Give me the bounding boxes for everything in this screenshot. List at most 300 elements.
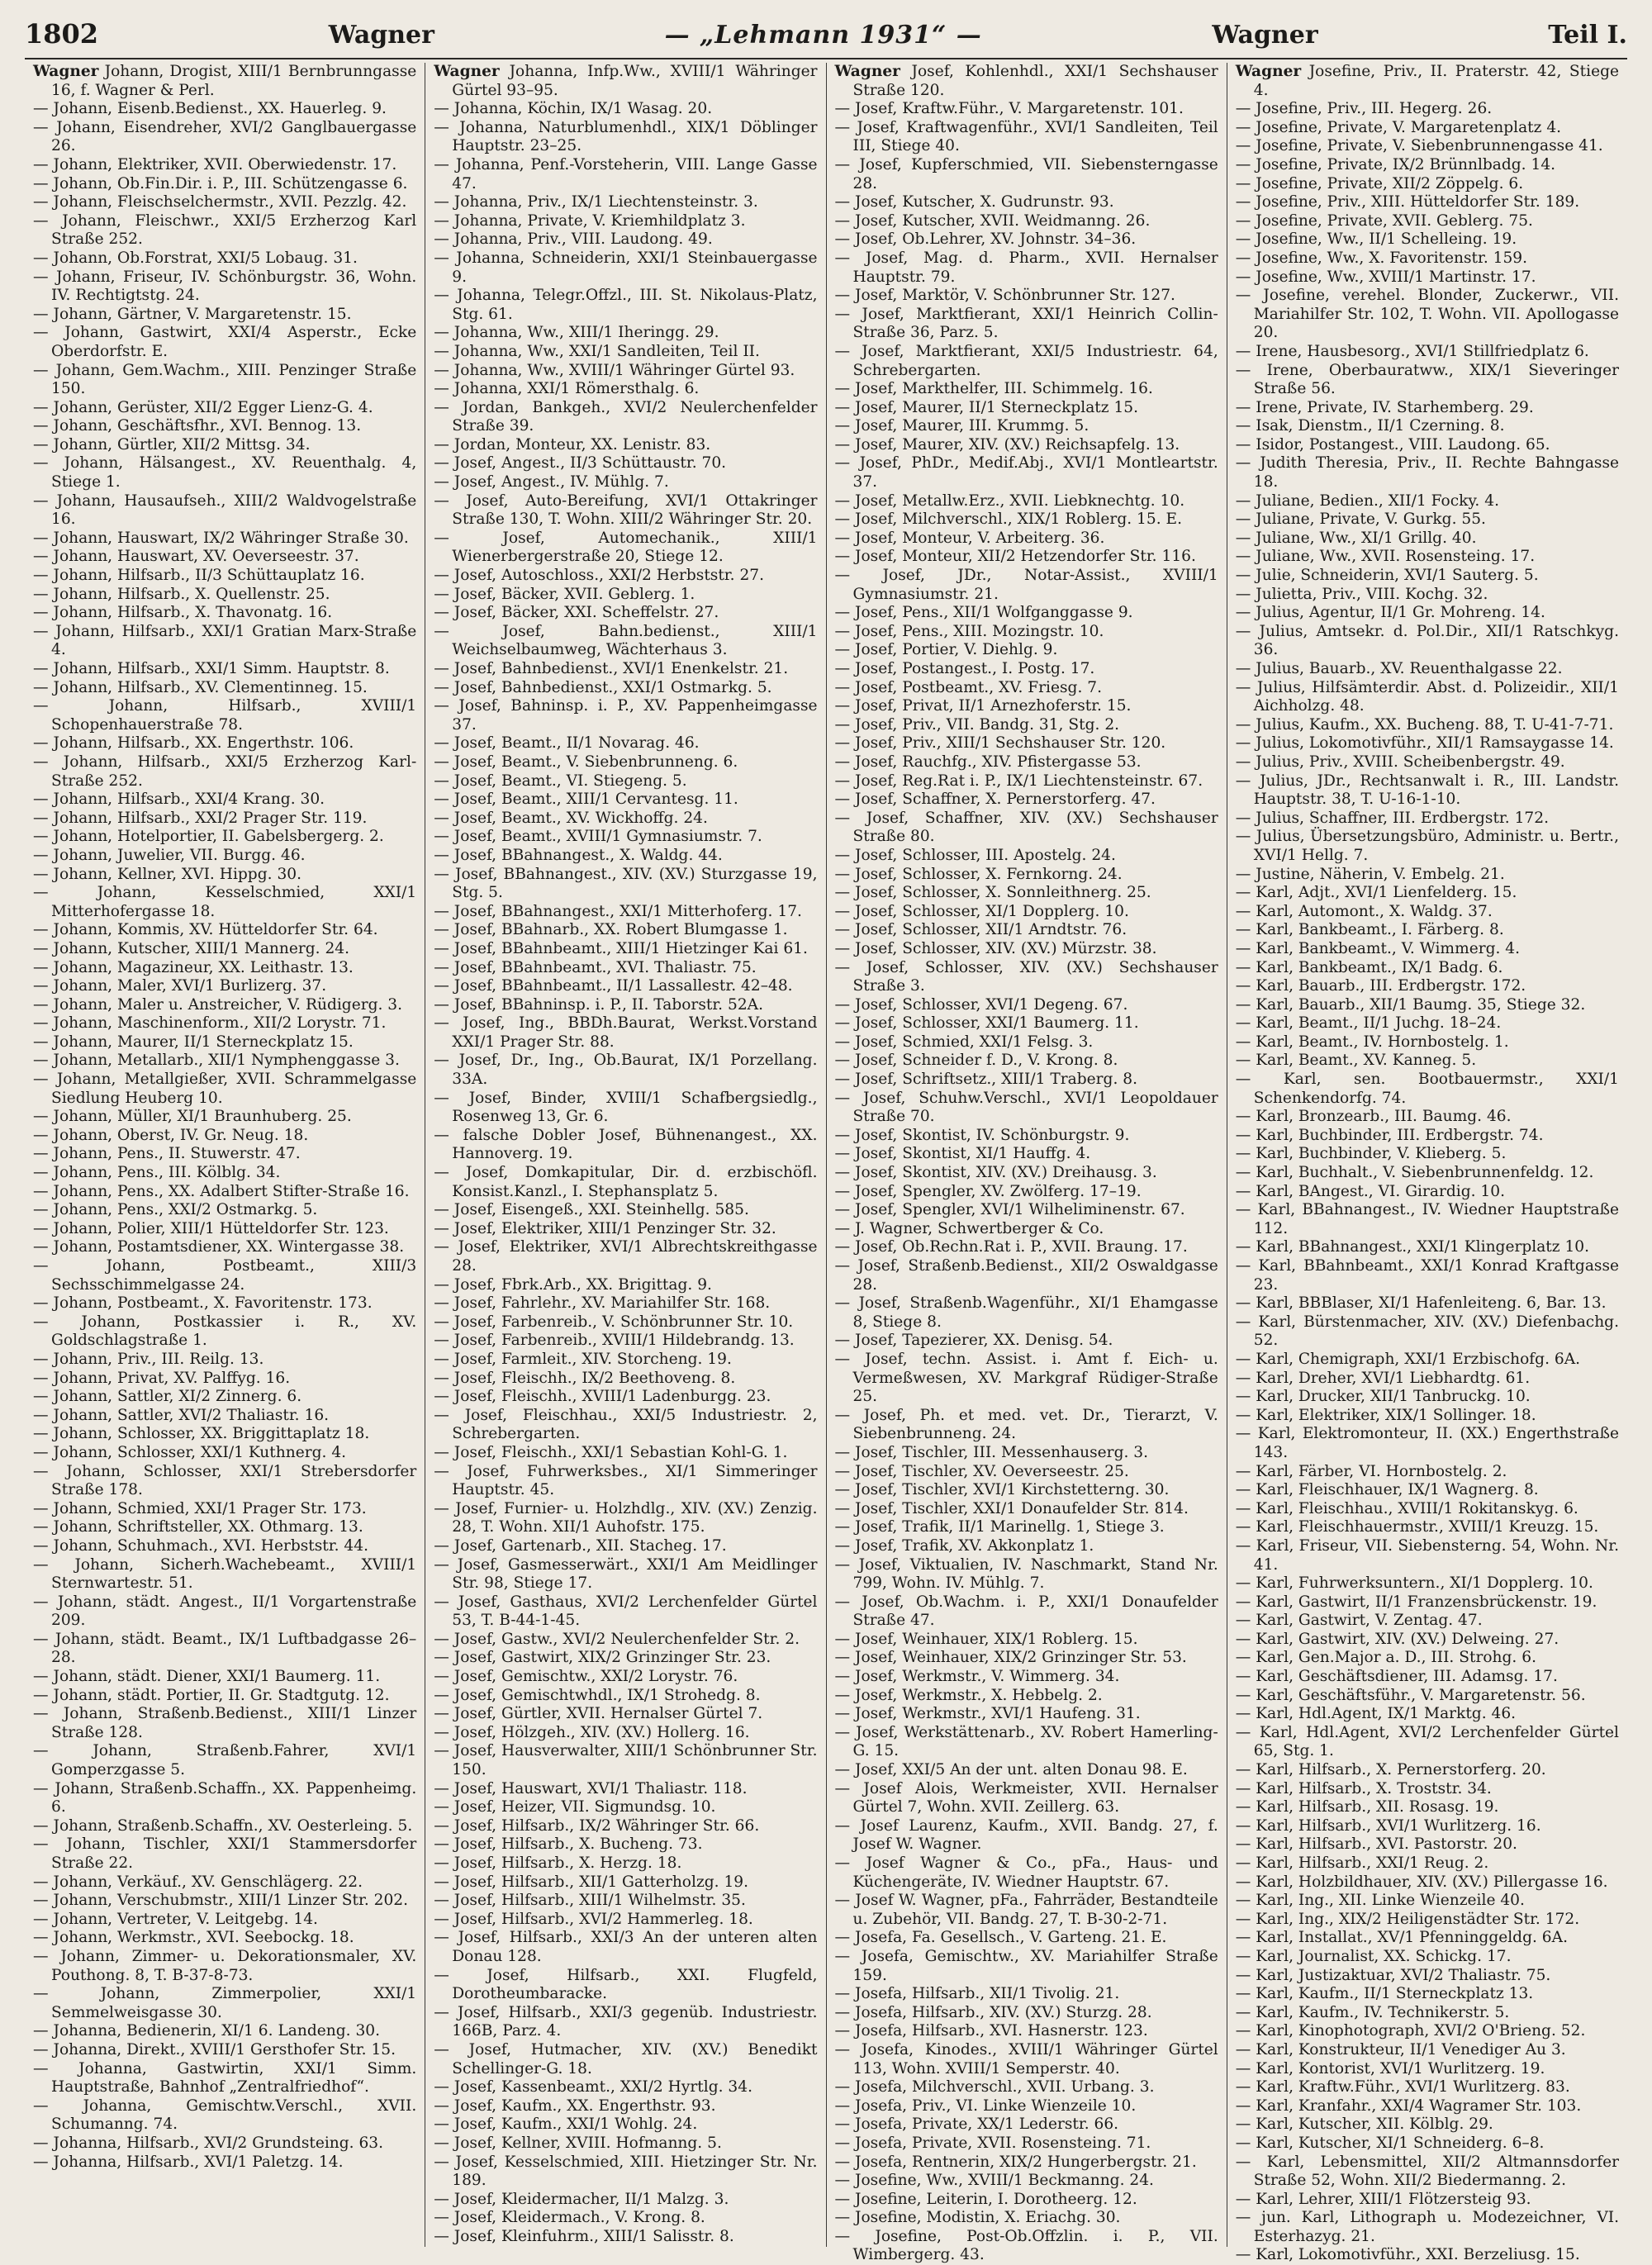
directory-entry: — Josef, Marktör, V. Schönbrunner Str. 127. [834,287,1175,305]
directory-entry: — Josefa, Private, XX/1 Lederstr. 66. [834,2115,1119,2134]
directory-entry: — Julius, Übersetzungsbüro, Administr. u. Bertr., XVI/1 Hellg. 7. [1235,828,1619,864]
directory-entry: — Johann, städt. Beamt., IX/1 Luftbadgasse 26–28. [33,1630,417,1667]
directory-entry: — Johann, Kesselschmied, XXI/1 Mitterhofergasse 18. [33,884,417,920]
directory-entry: — Josef, Bahninsp. i. P., XV. Pappenheimgasse 37. [434,697,818,734]
directory-entry: — Josef, Schmied, XXI/1 Felsg. 3. [834,1033,1094,1051]
directory-entry: — Josefine, Leiterin, I. Dorotheerg. 12. [834,2190,1137,2208]
directory-entry: — Johann, Priv., III. Reilg. 13. [33,1350,264,1368]
directory-entry: — Josef, Priv., XIII/1 Sechshauser Str. 120. [834,734,1166,753]
directory-entry: — Josefine, Priv., XIII. Hütteldorfer Str. 189. [1235,193,1580,211]
directory-entry: — Johanna, Ww., XXI/1 Sandleiten, Teil II. [434,342,760,360]
directory-entry: — Johanna, Gemischtw.Verschl., XVII. Schumanng. 74. [33,2096,417,2134]
directory-entry: — Josef, Kassenbeamt., XXI/2 Hyrtlg. 34. [434,2078,752,2096]
directory-entry: — Karl, Hilfsarb., X. Pernerstorferg. 20. [1235,1761,1546,1779]
directory-entry: — Josef, Schlosser, III. Apostelg. 24. [834,846,1116,864]
directory-entry: — Josef, Pens., XII/1 Wolfganggasse 9. [834,604,1133,622]
directory-entry: — Karl, Automont., X. Waldg. 37. [1235,902,1493,920]
directory-entry: — Karl, Elektromonteur, II. (XX.) Engerthstraße 143. [1235,1425,1619,1461]
directory-entry: — Josef, Dr., Ing., Ob.Baurat, IX/1 Porzellang. 33A. [434,1052,818,1089]
directory-entry: — Karl, Kutscher, XI/1 Schneiderg. 6–8. [1235,2134,1545,2152]
directory-entry: — Johann, Magazineur, XX. Leithastr. 13. [33,958,354,976]
column-2 [425,63,825,2247]
directory-entry: — Karl, Hilfsarb., X. Troststr. 34. [1235,1779,1492,1797]
directory-entry: — Josef, Schlosser, XI/1 Dopplerg. 10. [834,902,1129,920]
directory-entry: — Josefine, Private, XVII. Geblerg. 75. [1235,211,1533,230]
directory-entry: Wagner Josefine, Priv., II. Praterstr. 42, Stiege 4. [1235,63,1619,99]
directory-entry: — Josef, Maurer, III. Krummg. 5. [834,417,1089,435]
directory-entry: — Josef, Beamt., XV. Wickhoffg. 24. [434,809,708,827]
directory-entry: — Josef, BBahnangest., XXI/1 Mitterhoferg. 17. [434,902,802,920]
directory-entry: — Josef, Monteur, XII/2 Hetzendorfer Str. 116. [834,548,1196,566]
directory-entry: — Josef, Spengler, XV. Zwölferg. 17–19. [834,1182,1142,1200]
directory-entry: — Johann, Eisenb.Bedienst., XX. Hauerleg. 9. [33,100,387,118]
directory-entry: — Julie, Schneiderin, XVI/1 Sauterg. 5. [1235,567,1539,585]
directory-entry: — Josef, JDr., Notar-Assist., XVIII/1 Gymnasiumstr. 21. [834,567,1218,603]
directory-entry: — Josef, Ph. et med. vet. Dr., Tierarzt, V. Siebenbrunneng. 24. [834,1406,1218,1443]
directory-entry: — Josef, BBahninsp. i. P., II. Taborstr. 52A. [434,995,763,1014]
directory-entry: — Josef, BBahnbeamt., XIII/1 Hietzinger Kai 61. [434,939,808,957]
directory-entry: — Julius, Bauarb., XV. Reuenthalgasse 22. [1235,660,1563,677]
directory-entry: — Johann, Friseur, IV. Schönburgstr. 36, Wohn. IV. Rechtigtstg. 24. [33,268,417,305]
directory-entry: — J. Wagner, Schwertberger & Co. [834,1219,1104,1237]
directory-entry: — Karl, Bronzearb., III. Baumg. 46. [1235,1108,1512,1126]
directory-entry: — Johann, Schlosser, XX. Briggittaplatz 18. [33,1425,370,1443]
directory-entry: — Johanna, Priv., IX/1 Liechtensteinstr. 3. [434,193,758,211]
directory-entry: — Karl, Kranfahr., XXI/4 Wagramer Str. 103. [1235,2096,1582,2115]
directory-entry: — Johann, Hilfsarb., XVIII/1 Schopenhauerstraße 78. [33,697,417,734]
directory-entry: — Johann, Privat, XV. Palffyg. 16. [33,1369,291,1387]
directory-entry: — Josef, Schlosser, XIV. (XV.) Mürzstr. 38. [834,939,1157,957]
directory-entry: — Johann, Hilfsarb., XV. Clementinneg. 15. [33,678,368,696]
directory-entry: — Josef, Hilfsarb., IX/2 Währinger Str. 66. [434,1816,760,1835]
directory-entry: — Johann, Schlosser, XXI/1 Strebersdorfer Straße 178. [33,1462,417,1499]
directory-entry: — Josef, Gemischtw., XXI/2 Lorystr. 76. [434,1668,738,1686]
directory-entry: — Josef, Trafik, XV. Akkonplatz 1. [834,1536,1094,1555]
directory-entry: — Josefine, Private, V. Siebenbrunnengasse 41. [1235,137,1603,155]
directory-entry: — Josef, Schlosser, XIV. (XV.) Sechshauser Straße 3. [834,958,1218,995]
directory-entry: — Karl, Fuhrwerksuntern., XI/1 Dopplerg. 10. [1235,1574,1593,1593]
directory-entry: — Johanna, Penf.-Vorsteherin, VIII. Lange Gasse 47. [434,155,818,192]
directory-entry: — Josef, Schlosser, XII/1 Arndtstr. 76. [834,921,1127,939]
directory-entry: — Josef, Weinhauer, XIX/1 Roblerg. 15. [834,1630,1138,1648]
directory-entry: — Josef Laurenz, Kaufm., XVII. Bandg. 27, f. Josef W. Wagner. [834,1816,1218,1854]
directory-entry: — Josef, Kraftw.Führ., V. Margaretenstr. 101. [834,100,1184,118]
directory-entry: — Josef, Werkmstr., XVI/1 Haufeng. 31. [834,1705,1141,1723]
directory-entry: — Johanna, Direkt., XVIII/1 Gersthofer Str. 15. [33,2040,396,2058]
directory-entry: — Josef W. Wagner, pFa., Fahrräder, Bestandteile u. Zubehör, VII. Bandg. 27, T. B-30-2-71. [834,1892,1218,1928]
directory-entry: — Josef, Eisengeß., XXI. Steinhellg. 585. [434,1201,749,1219]
directory-entry: — Josef, Angest., IV. Mühlg. 7. [434,473,669,491]
directory-entry: — Josef, Gastw., XVI/2 Neulerchenfelder Str. 2. [434,1630,800,1648]
directory-entry: — Johann, Hausaufseh., XIII/2 Waldvogelstraße 16. [33,491,417,529]
directory-entry: — Josef, Kellner, XVIII. Hofmanng. 5. [434,2134,722,2152]
directory-entry: — Josef, Milchverschl., XIX/1 Roblerg. 15. E. [834,510,1183,529]
directory-entry: — Karl, Journalist, XX. Schickg. 17. [1235,1947,1512,1965]
directory-entry: — Karl, Geschäftsdiener, III. Adamsg. 17. [1235,1668,1558,1686]
directory-entry: — Karl, Beamt., IV. Hornbostelg. 1. [1235,1033,1509,1051]
directory-entry: — Josef, Hilfsarb., XIII/1 Wilhelmstr. 35. [434,1892,746,1910]
column-3 [826,63,1227,2264]
directory-entry: — Irene, Oberbauratww., XIX/1 Sieveringer Straße 56. [1235,361,1619,398]
directory-entry: — Josef, Ob.Wachm. i. P., XXI/1 Donaufelder Straße 47. [834,1593,1218,1630]
directory-entry: — Johann, Gastwirt, XXI/4 Asperstr., Ecke Oberdorfstr. E. [33,324,417,360]
directory-entry: — Josef, Farbenreib., V. Schönbrunner Str. 10. [434,1313,794,1331]
directory-entry: — Josef, Hutmacher, XIV. (XV.) Benedikt Schellinger-G. 18. [434,2040,818,2077]
directory-entry: — Johann, Kellner, XVI. Hippg. 30. [33,865,302,883]
directory-entry: — Karl, Hdl.Agent, XVI/2 Lerchenfelder Gürtel 65, Stg. 1. [1235,1723,1619,1760]
directory-entry: — Johann, Verschubmstr., XIII/1 Linzer Str. 202. [33,1892,409,1910]
directory-entry: — Johann, Juwelier, VII. Burgg. 46. [33,846,306,864]
directory-entry: — Josef, Hilfsarb., XXI/3 gegenüb. Industriestr. 166B, Parz. 4. [434,2003,818,2040]
directory-entry: — Johann, Maler, XVI/1 Burlizerg. 37. [33,977,327,995]
directory-entry: — Karl, Bauarb., III. Erdbergstr. 172. [1235,977,1526,995]
directory-entry: — Josef, Farbenreib., XVIII/1 Hildebrandg. 13. [434,1332,795,1350]
page-number: 1802 [25,18,99,50]
directory-entry: — Josef, Straßenb.Bedienst., XII/2 Oswaldgasse 28. [834,1257,1218,1294]
directory-entry: — Johann, Sicherh.Wachebeamt., XVIII/1 Sternwartestr. 51. [33,1555,417,1593]
directory-entry: — Karl, BBahnbeamt., XXI/1 Konrad Kraftgasse 23. [1235,1257,1619,1294]
directory-entry: — Josef, Hilfsarb., X. Bucheng. 73. [434,1835,703,1854]
directory-entry: — Josef, Bäcker, XVII. Geblerg. 1. [434,585,695,603]
column-4 [1227,63,1627,2264]
directory-entry: — Karl, BBahnangest., IV. Wiedner Hauptstraße 112. [1235,1201,1619,1237]
directory-entry: — Josefa, Kinodes., XVIII/1 Währinger Gürtel 113, Wohn. XVIII/1 Semperstr. 40. [834,2040,1218,2077]
directory-entry: — Josefine, verehel. Blonder, Zuckerwr., VII. Mariahilfer Str. 102, T. Wohn. VII. Apollogasse 20. [1235,287,1619,342]
directory-entry: — Johanna, Schneiderin, XXI/1 Steinbauergasse 9. [434,249,818,286]
directory-entry: — Johann, Gerüster, XII/2 Egger Lienz-G. 4. [33,398,373,416]
directory-entry: — Karl, Kontorist, XVI/1 Wurlitzerg. 19. [1235,2059,1545,2077]
directory-entry: — Karl, Hdl.Agent, IX/1 Marktg. 46. [1235,1705,1517,1723]
directory-entry: — Josef, Straßenb.Wagenführ., XI/1 Ehamgasse 8, Stiege 8. [834,1294,1218,1331]
directory-entry: — Josef, Elektriker, XVI/1 Albrechtskreithgasse 28. [434,1238,818,1275]
directory-entry: — Johann, Pens., II. Stuwerstr. 47. [33,1145,301,1163]
directory-entry: — Karl, BBahnangest., XXI/1 Klingerplatz 10. [1235,1238,1590,1256]
directory-entry: — Karl, Ing., XIX/2 Heiligenstädter Str. 172. [1235,1910,1580,1928]
directory-entry: — Josef, XXI/5 An der unt. alten Donau 98. E. [834,1761,1188,1779]
directory-entry: — Josef, Fuhrwerksbes., XI/1 Simmeringer Hauptstr. 45. [434,1462,818,1499]
columns [25,63,1627,2264]
directory-entry: — Josef, Rauchfg., XIV. Pfistergasse 53. [834,753,1142,771]
directory-entry: — Josef, Weinhauer, XIX/2 Grinzinger Str. 53. [834,1649,1187,1667]
directory-entry: — Johann, Straßenb.Fahrer, XVI/1 Gomperzgasse 5. [33,1742,417,1779]
directory-entry: — Josef, Schneider f. D., V. Krong. 8. [834,1052,1118,1070]
directory-entry: — Karl, Kaufm., IV. Technikerstr. 5. [1235,2003,1510,2021]
directory-entry: — Josefa, Priv., VI. Linke Wienzeile 10. [834,2096,1137,2115]
directory-entry: — Josefine, Private, XII/2 Zöppelg. 6. [1235,174,1524,192]
directory-entry: — Josefa, Hilfsarb., XVI. Hasnerstr. 123. [834,2022,1148,2040]
directory-entry: — Josefa, Hilfsarb., XII/1 Tivolig. 21. [834,1985,1120,2003]
directory-entry: — Johann, Gürtler, XII/2 Mittsg. 34. [33,435,311,453]
directory-entry: — Johann, Hilfsarb., XXI/5 Erzherzog Karl-Straße 252. [33,753,417,790]
directory-entry: — Josef, BBahnangest., X. Waldg. 44. [434,846,723,864]
directory-entry: — Josefine, Modistin, X. Eriachg. 30. [834,2209,1121,2227]
directory-entry: — Josef, Kaufm., XX. Engerthstr. 93. [434,2096,716,2115]
directory-entry: — Johann, Postkassier i. R., XV. Goldschlagstraße 1. [33,1313,417,1350]
directory-entry: — Julius, Amtsekr. d. Pol.Dir., XII/1 Ratschkyg. 36. [1235,622,1619,659]
directory-entry: — Josef, Fleischh., XXI/1 Sebastian Kohl-G. 1. [434,1443,788,1461]
directory-entry: — Johann, Sattler, XVI/2 Thaliastr. 16. [33,1406,330,1424]
directory-entry: — Josef, Bäcker, XXI. Scheffelstr. 27. [434,604,719,622]
directory-entry: — Josef, Skontist, XI/1 Hauffg. 4. [834,1145,1091,1163]
directory-entry: — Josef, Monteur, V. Arbeiterg. 36. [834,529,1105,547]
directory-entry: — Josef, Schaffner, XIV. (XV.) Sechshauser Straße 80. [834,809,1218,846]
directory-entry: — Johann, städt. Diener, XXI/1 Baumerg. 11. [33,1668,381,1686]
directory-entry: — Karl, sen. Bootbauermstr., XXI/1 Schenkendorfg. 74. [1235,1071,1619,1107]
directory-entry: — Johanna, Priv., VIII. Laudong. 49. [434,230,713,249]
directory-entry: — Johann, Zimmer- u. Dekorationsmaler, XV. Pouthong. 8, T. B-37-8-73. [33,1947,417,1984]
directory-entry: — Johann, Maurer, II/1 Sterneckplatz 15. [33,1033,354,1051]
directory-entry: — Johann, Hilfsarb., II/3 Schüttauplatz 16. [33,567,365,585]
directory-entry: — Josef, Farmleit., XIV. Storcheng. 19. [434,1350,732,1368]
directory-entry: — Josef, Gasmesserwärt., XXI/1 Am Meidlinger Str. 98, Stiege 17. [434,1555,818,1593]
directory-entry: — Johann, Hilfsarb., X. Thavonatg. 16. [33,604,333,622]
directory-entry: — Josefine, Ww., II/1 Schelleing. 19. [1235,230,1517,249]
directory-entry: — Josef, Kutscher, X. Gudrunstr. 93. [834,193,1114,211]
directory-entry: — Karl, Gastwirt, II/1 Franzensbrückenstr. 19. [1235,1593,1597,1611]
directory-entry: — Johann, Geschäftsfhr., XVI. Bennog. 13. [33,417,362,435]
directory-entry: — Josef, BBahnbeamt., XVI. Thaliastr. 75. [434,958,757,976]
directory-entry: — Johanna, Ww., XIII/1 Iheringg. 29. [434,324,719,342]
directory-entry: — Josef, Schlosser, X. Sonnleithnerg. 25. [834,884,1151,902]
directory-entry: — Johann, Straßenb.Bedienst., XIII/1 Linzer Straße 128. [33,1705,417,1741]
directory-entry: — Karl, Bauarb., XII/1 Baumg. 35, Stiege 32. [1235,995,1586,1014]
directory-entry: — Josef, Gasthaus, XVI/2 Lerchenfelder Gürtel 53, T. B-44-1-45. [434,1593,818,1630]
directory-entry: — Josef, Schlosser, XXI/1 Baumerg. 11. [834,1014,1139,1033]
directory-entry: — Johann, Fleischwr., XXI/5 Erzherzog Karl Straße 252. [33,211,417,249]
directory-entry: — Josef, Kesselschmied, XIII. Hietzinger Str. Nr. 189. [434,2153,818,2190]
directory-entry: — Josef, Domkapitular, Dir. d. erzbischöfl. Konsist.Kanzl., I. Stephansplatz 5. [434,1164,818,1200]
directory-entry: — Josef, Werkmstr., V. Wimmerg. 34. [834,1668,1120,1686]
directory-entry: — Julius, Agentur, II/1 Gr. Mohreng. 14. [1235,604,1545,622]
directory-entry: — Josef, Angest., II/3 Schüttaustr. 70. [434,454,727,472]
part-label: Teil I. [1548,21,1627,50]
directory-entry: — Karl, Gastwirt, XIV. (XV.) Delweing. 27. [1235,1630,1559,1648]
directory-entry: — Johann, Eisendreher, XVI/2 Ganglbauergasse 26. [33,118,417,155]
directory-entry: — Johann, Straßenb.Schaffn., XV. Oesterleing. 5. [33,1816,413,1835]
directory-entry: — Isidor, Postangest., VIII. Laudong. 65. [1235,435,1550,453]
directory-entry: — Johann, Metallarb., XII/1 Nymphenggasse 3. [33,1052,400,1070]
directory-entry: — Josefa, Milchverschl., XVII. Urbang. 3. [834,2078,1155,2096]
directory-entry: — Johann, Hilfsarb., XXI/1 Simm. Hauptstr. 8. [33,660,390,677]
directory-entry: Wagner Johann, Drogist, XIII/1 Bernbrunngasse 16, f. Wagner & Perl. [33,63,417,99]
directory-entry: — Josef, Bahnbedienst., XXI/1 Ostmarkg. 5. [434,678,772,696]
directory-entry: — Josef, Schuhw.Verschl., XVI/1 Leopoldauer Straße 70. [834,1089,1218,1126]
header-rule [25,58,1627,59]
directory-entry: — Johann, Pens., XX. Adalbert Stifter-Straße 16. [33,1182,410,1200]
directory-entry: — Julius, JDr., Rechtsanwalt i. R., III. Landstr. Hauptstr. 38, T. U-16-1-10. [1235,772,1619,809]
directory-entry: — Johann, Maler u. Anstreicher, V. Rüdigerg. 3. [33,995,403,1014]
directory-entry: — Josef, Trafik, II/1 Marinellg. 1, Stiege 3. [834,1518,1165,1536]
directory-entry: — Johann, Oberst, IV. Gr. Neug. 18. [33,1126,309,1144]
directory-entry: — Julietta, Priv., VIII. Kochg. 32. [1235,585,1488,603]
directory-entry: — Josefa, Private, XVII. Rosensteing. 71. [834,2134,1151,2152]
directory-entry: — Juliane, Private, V. Gurkg. 55. [1235,510,1486,529]
directory-entry: — Johann, Zimmerpolier, XXI/1 Semmelweisgasse 30. [33,1985,417,2021]
directory-entry: — Johann, Maschinenform., XII/2 Lorystr. 71. [33,1014,387,1033]
directory-entry: — jun. Karl, Lithograph u. Modezeichner, VI. Esterhazyg. 21. [1235,2209,1619,2245]
directory-entry: — Julius, Lokomotivführ., XII/1 Ramsaygasse 14. [1235,734,1614,753]
directory-entry: — Josef, Ob.Lehrer, XV. Johnstr. 34–36. [834,230,1137,249]
directory-entry: — Josef, Kleidermacher, II/1 Malzg. 3. [434,2190,729,2208]
directory-entry: — Johann, Pens., III. Kölblg. 34. [33,1164,281,1182]
directory-entry: — Josef, Fleischh., IX/2 Beethoveng. 8. [434,1369,736,1387]
column-1 [25,63,425,2247]
directory-entry: — Josef, Bahn.bedienst., XIII/1 Weichselbaumweg, Wächterhaus 3. [434,622,818,659]
directory-entry: — Josef, Gartenarb., XII. Stacheg. 17. [434,1536,727,1555]
directory-entry: — Karl, Ing., XII. Linke Wienzeile 40. [1235,1892,1525,1910]
directory-entry: — Josef, Skontist, XIV. (XV.) Dreihausg. 3. [834,1164,1157,1182]
directory-entry: — Josef, Privat, II/1 Arnezhoferstr. 15. [834,697,1132,715]
directory-entry: — Johanna, Bedienerin, XI/1 6. Landeng. 30. [33,2022,381,2040]
directory-entry: — Irene, Hausbesorg., XVI/1 Stillfriedplatz 6. [1235,342,1589,360]
directory-entry: — Justine, Näherin, V. Embelg. 21. [1235,865,1505,883]
directory-entry: — Johann, Ob.Fin.Dir. i. P., III. Schützengasse 6. [33,174,408,192]
directory-entry: Wagner Johanna, Infp.Ww., XVIII/1 Währinger Gürtel 93–95. [434,63,818,99]
directory-entry: — Josefine, Ww., X. Favoritenstr. 159. [1235,249,1528,267]
directory-entry: — Johann, Postbeamt., XIII/3 Sechsschimmelgasse 24. [33,1257,417,1294]
directory-entry: — Karl, Lokomotivführ., XXI. Berzeliusg. 15. [1235,2246,1580,2264]
directory-entry: — Josef, Hilfsarb., XXI. Flugfeld, Dorotheumbaracke. [434,1966,818,2003]
directory-entry: — Josef, Reg.Rat i. P., IX/1 Liechtensteinstr. 67. [834,772,1203,790]
directory-entry: — Karl, BAngest., VI. Girardig. 10. [1235,1182,1506,1200]
directory-entry: — Johann, Hilfsarb., XX. Engerthstr. 106. [33,734,354,753]
directory-entry: — Karl, Hilfsarb., XVI/1 Wurlitzerg. 16. [1235,1816,1541,1835]
directory-entry: — Johann, Verkäuf., XV. Genschlägerg. 22. [33,1873,363,1891]
directory-entry: — Karl, Lehrer, XIII/1 Flötzersteig 93. [1235,2190,1531,2208]
directory-entry: — Karl, Bankbeamt., IX/1 Badg. 6. [1235,958,1503,976]
directory-entry: — Josef, Beamt., XVIII/1 Gymnasiumstr. 7. [434,828,762,846]
directory-entry: — Johanna, Hilfsarb., XVI/2 Grundsteing. 63. [33,2134,384,2152]
directory-entry: — Josef, Maurer, II/1 Sterneckplatz 15. [834,398,1139,416]
directory-entry: — Karl, Lebensmittel, XII/2 Altmannsdorfer Straße 52, Wohn. XII/2 Biedermanng. 2. [1235,2153,1619,2190]
directory-entry: — Josef, Auto-Bereifung, XVI/1 Ottakringer Straße 130, T. Wohn. XIII/2 Währinger Str. 20. [434,491,818,529]
directory-entry: — Johann, Metallgießer, XVII. Schrammelgasse Siedlung Heuberg 10. [33,1071,417,1107]
directory-entry: — falsche Dobler Josef, Bühnenangest., XX. Hannoverg. 19. [434,1126,818,1163]
directory-entry: — Johann, Hilfsarb., XXI/1 Gratian Marx-Straße 4. [33,622,417,659]
directory-entry: — Karl, Hilfsarb., XVI. Pastorstr. 20. [1235,1835,1517,1854]
directory-entry: — Josefine, Private, V. Margaretenplatz 4. [1235,118,1562,136]
directory-entry: — Jordan, Monteur, XX. Lenistr. 83. [434,435,711,453]
directory-entry: — Karl, Fleischhauermstr., XVIII/1 Kreuzg. 15. [1235,1518,1599,1536]
directory-entry: — Josef, Werkmstr., X. Hebbelg. 2. [834,1686,1103,1704]
directory-entry: — Josef, Maurer, XIV. (XV.) Reichsapfelg. 13. [834,435,1180,453]
directory-entry: — Karl, Installat., XV/1 Pfenninggeldg. 6A. [1235,1929,1568,1947]
directory-entry: — Josef, Werkstättenarb., XV. Robert Hamerling-G. 15. [834,1723,1218,1760]
directory-entry: — Josef, Spengler, XVI/1 Wilheliminenstr. 67. [834,1201,1185,1219]
directory-entry: — Karl, Chemigraph, XXI/1 Erzbischofg. 6A. [1235,1350,1581,1368]
directory-entry: — Johann, Fleischselchermstr., XVII. Pezzlg. 42. [33,193,407,211]
directory-entry: — Josef, Fleischh., XVIII/1 Ladenburgg. 23. [434,1388,771,1406]
directory-entry: — Josef, Gastwirt, XIX/2 Grinzinger Str. 23. [434,1649,771,1667]
directory-entry: — Josefine, Private, IX/2 Brünnlbadg. 14. [1235,155,1556,173]
directory-entry: — Josefa, Fa. Gesellsch., V. Garteng. 21. E. [834,1929,1167,1947]
directory-entry: — Josef, Tischler, III. Messenhauserg. 3. [834,1443,1149,1461]
directory-entry: — Karl, Kraftw.Führ., XVI/1 Wurlitzerg. 83. [1235,2078,1570,2096]
directory-entry: — Josef, Mag. d. Pharm., XVII. Hernalser Hauptstr. 79. [834,249,1218,286]
directory-entry: — Josef, Tapezierer, XX. Denisg. 54. [834,1332,1113,1350]
directory-entry: — Johann, Tischler, XXI/1 Stammersdorfer Straße 22. [33,1835,417,1872]
directory-entry: — Josef, Bahnbedienst., XVI/1 Enenkelstr. 21. [434,660,789,677]
directory-entry: — Johann, Schriftsteller, XX. Othmarg. 13. [33,1518,363,1536]
directory-entry: — Karl, Holzbildhauer, XIV. (XV.) Pillergasse 16. [1235,1873,1608,1891]
directory-entry: — Johann, Schmied, XXI/1 Prager Str. 173. [33,1499,367,1517]
directory-entry: — Johann, städt. Angest., II/1 Vorgartenstraße 209. [33,1593,417,1630]
directory-entry: — Josef, Hilfsarb., XII/1 Gatterholzg. 19. [434,1873,749,1891]
directory-entry: — Johann, Kutscher, XIII/1 Mannerg. 24. [33,939,350,957]
directory-entry: — Karl, Fleischhauer, IX/1 Wagnerg. 8. [1235,1481,1539,1499]
directory-entry: — Josef, Kaufm., XXI/1 Wohlg. 24. [434,2115,698,2134]
directory-entry: — Isak, Dienstm., II/1 Czerning. 8. [1235,417,1505,435]
directory-entry: — Josef, Schlosser, XVI/1 Degeng. 67. [834,995,1128,1014]
directory-entry: — Josef, Beamt., XIII/1 Cervantesg. 11. [434,791,738,809]
directory-entry: — Josefine, Ww., XVIII/1 Beckmanng. 24. [834,2172,1154,2190]
directory-entry: — Josefa, Rentnerin, XIX/2 Hungerbergstr. 21. [834,2153,1197,2171]
directory-entry: — Josef, Schriftsetz., XIII/1 Traberg. 8. [834,1071,1138,1089]
directory-entry: — Johanna, Gastwirtin, XXI/1 Simm. Hauptstraße, Bahnhof „Zentralfriedhof“. [33,2059,417,2096]
directory-entry: — Johanna, Hilfsarb., XVI/1 Paletzg. 14. [33,2153,344,2171]
left-running-head: Wagner [328,21,434,50]
directory-entry: — Josef, Gemischtwhdl., IX/1 Strohedg. 8. [434,1686,761,1704]
directory-entry: — Karl, Konstrukteur, II/1 Venediger Au 3. [1235,2040,1566,2058]
directory-entry: — Johann, Hauswart, IX/2 Währinger Straße 30. [33,529,409,547]
directory-entry: — Josef, Hilfsarb., XVI/2 Hammerleg. 18. [434,1910,753,1928]
directory-entry: — Karl, Bankbeamt., V. Wimmerg. 4. [1235,939,1521,957]
directory-entry: — Josef, Beamt., V. Siebenbrunneng. 6. [434,753,738,771]
page-header [25,18,1627,53]
directory-entry: — Josef, Schlosser, X. Fernkorng. 24. [834,865,1123,883]
directory-entry: — Karl, Gastwirt, V. Zentag. 47. [1235,1612,1483,1630]
directory-entry: — Josefine, Priv., III. Hegerg. 26. [1235,100,1493,118]
directory-entry: — Josef, Binder, XVIII/1 Schafbergsiedlg., Rosenweg 13, Gr. 6. [434,1089,818,1126]
directory-entry: — Josef, Postbeamt., XV. Friesg. 7. [834,678,1103,696]
directory-entry: — Josef, PhDr., Medif.Abj., XVI/1 Montleartstr. 37. [834,454,1218,491]
directory-entry: — Karl, Färber, VI. Hornbostelg. 2. [1235,1462,1507,1480]
directory-entry: — Josef, Skontist, IV. Schönburgstr. 9. [834,1126,1130,1144]
directory-entry: — Josef, Pens., XIII. Mozingstr. 10. [834,622,1104,640]
directory-entry: — Josef, Automechanik., XIII/1 Wienerbergerstraße 20, Stiege 12. [434,529,818,566]
directory-entry: — Josef, Kupferschmied, VII. Siebensterngasse 28. [834,155,1218,192]
directory-entry: — Johanna, Private, V. Kriemhildplatz 3. [434,211,746,230]
directory-entry: — Josef, Viktualien, IV. Naschmarkt, Stand Nr. 799, Wohn. IV. Mühlg. 7. [834,1555,1218,1593]
directory-entry: — Karl, Adjt., XVI/1 Lienfelderg. 15. [1235,884,1517,902]
directory-entry: — Johann, Sattler, XI/2 Zinnerg. 6. [33,1388,302,1406]
directory-entry: — Judith Theresia, Priv., II. Rechte Bahngasse 18. [1235,454,1619,491]
directory-entry: — Karl, Kaufm., II/1 Sterneckplatz 13. [1235,1985,1534,2003]
directory-entry: — Josef, Heizer, VII. Sigmundsg. 10. [434,1798,716,1816]
directory-entry: — Karl, Bankbeamt., I. Färberg. 8. [1235,921,1504,939]
directory-entry: — Karl, Geschäftsführ., V. Margaretenstr. 56. [1235,1686,1586,1704]
directory-entry: — Josef, Fbrk.Arb., XX. Brigittag. 9. [434,1275,712,1294]
directory-entry: — Johann, Schlosser, XXI/1 Kuthnerg. 4. [33,1443,347,1461]
directory-entry: — Josef, Kraftwagenführ., XVI/1 Sandleiten, Teil III, Stiege 40. [834,118,1218,155]
directory-entry: — Johann, Polier, XIII/1 Hütteldorfer Str. 123. [33,1219,389,1237]
directory-entry: — Josef, Ing., BBDh.Baurat, Werkst.Vorstand XXI/1 Prager Str. 88. [434,1014,818,1051]
directory-entry: — Johann, Hauswart, XV. Oeverseestr. 37. [33,548,359,566]
directory-entry: — Karl, Beamt., XV. Kanneg. 5. [1235,1052,1477,1070]
directory-entry: — Johann, Ob.Forstrat, XXI/5 Lobaug. 31. [33,249,358,267]
directory-entry: — Josef, Hausverwalter, XIII/1 Schönbrunner Str. 150. [434,1742,818,1779]
directory-entry: — Josef, Hauswart, XVI/1 Thaliastr. 118. [434,1779,748,1797]
directory-entry: — Karl, Buchhalt., V. Siebenbrunnenfeldg. 12. [1235,1164,1594,1182]
directory-entry: — Johann, Hilfsarb., XXI/4 Krang. 30. [33,791,325,809]
directory-entry: — Josef, Tischler, XV. Oeverseestr. 25. [834,1462,1129,1480]
directory-entry: — Josef, Tischler, XVI/1 Kirchstetterng. 30. [834,1481,1170,1499]
directory-entry: — Julius, Priv., XVIII. Scheibenbergstr. 49. [1235,753,1565,771]
directory-entry: — Karl, Buchbinder, V. Klieberg. 5. [1235,1145,1507,1163]
directory-entry: — Karl, Beamt., II/1 Juchg. 18–24. [1235,1014,1502,1033]
directory-entry: — Juliane, Ww., XVII. Rosensteing. 17. [1235,548,1536,566]
directory-entry: — Josef, Priv., VII. Bandg. 31, Stg. 2. [834,715,1120,734]
